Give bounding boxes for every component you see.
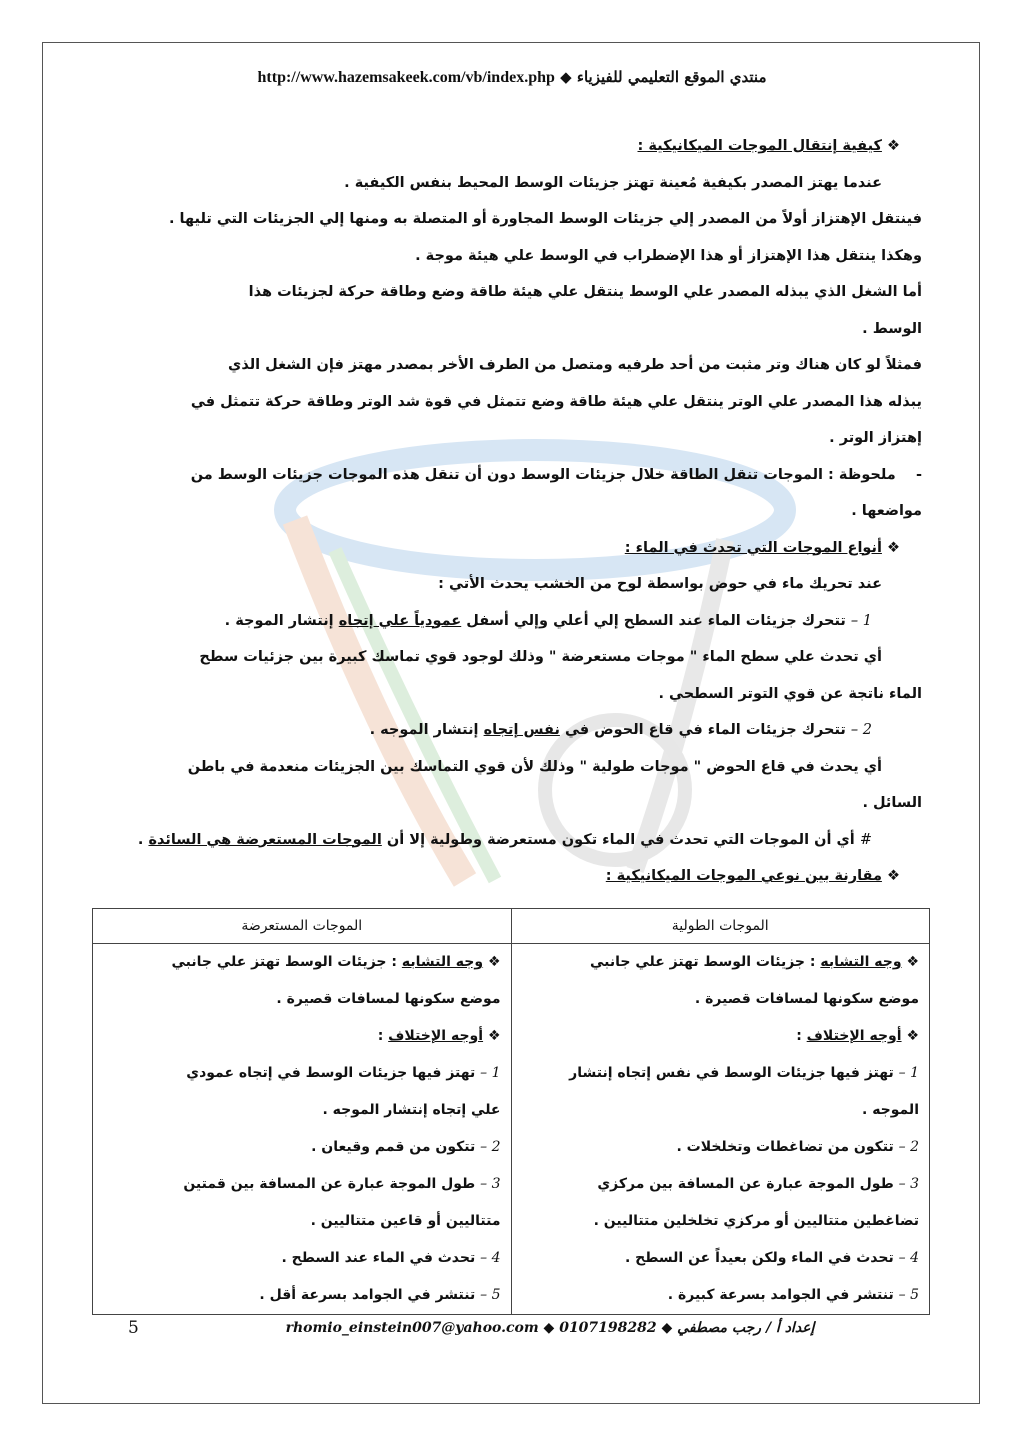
footer-credit: rhomio_einstein007@yahoo.com ◆ 0107198282 ◆ إعداد أ / رجب مصطفي	[285, 1320, 815, 1336]
bullet-icon: ❖	[487, 1028, 501, 1044]
paragraph-line: أي تحدث علي سطح الماء " موجات مستعرضة " وذلك لوجود قوي تماسك كبيرة بين جزئيات سطح	[199, 649, 882, 665]
paragraph-line: السائل .	[862, 795, 922, 811]
page-number: 5	[128, 1318, 139, 1338]
table-header-row	[93, 909, 930, 944]
paragraph-line: فمثلاً لو كان هناك وتر مثبت من أحد طرفيه ومتصل من الطرف الأخر بمصدر مهتز فإن الشغل الذي	[228, 357, 922, 373]
paragraph-line: أي يحدث في قاع الحوض " موجات طولية " وذلك لأن قوي التماسك بين الجزيئات منعدمة في باطن	[187, 758, 882, 775]
paragraph-line: أما الشغل الذي يبذله المصدر علي الوسط ينتقل علي هيئة طاقة وضع وطاقة حركة لجزيئات هذا	[248, 284, 922, 300]
paragraph-line: إهتزاز الوتر .	[829, 430, 922, 446]
bullet-icon: ❖	[906, 1028, 919, 1044]
cell-longitudinal: ❖ وجه التشابه : جزيئات الوسط تهتز علي جانبي موضع سكونها لمسافات قصيرة . ❖ أوجه الإختلاف : 1 – تهتز فيها جزيئات الوسط في نفس إتجاه إنتشار الموجه . 2 – تتكون من تضاغطات وتخلخلات . 3 – طول الموجة عبارة عن المسافة بين مركزي تضاغطين متتاليين أو مركزي تخلخلين متتاليين . 4 – تحدث في الماء ولكن بعيداً عن السطح . 5 – تنتشر في الجوامد بسرعة كبيرة .	[511, 944, 930, 1315]
bullet-icon: ❖	[887, 868, 900, 884]
list-item: 2 – تتحرك جزيئات الماء في قاع الحوض في نفس إتجاه إنتشار الموجه .	[369, 722, 872, 738]
main-content	[100, 128, 922, 895]
conclusion-line: # أي أن الموجات التي تحدث في الماء تكون مستعرضة وطولية إلا أن الموجات المستعرضة هي السائدة .	[137, 831, 872, 848]
header-url: http://www.hazemsakeek.com/vb/index.php	[257, 69, 555, 86]
paragraph-line: يبذله هذا المصدر علي الوتر ينتقل علي هيئة طاقة وضع تتمثل في قوة شد الوتر وطاقة حركة تتمثل في	[190, 393, 922, 410]
comparison-table	[92, 908, 930, 1315]
paragraph-line: عندما يهتز المصدر بكيفية مُعينة تهتز جزيئات الوسط المحيط بنفس الكيفية .	[344, 174, 882, 191]
table-row	[93, 944, 930, 1315]
section-title-wave-transmission: ❖ كيفية إنتقال الموجات الميكانيكية :	[637, 138, 900, 154]
paragraph-line: فينتقل الإهتزاز أولاً من المصدر إلي جزيئات الوسط المجاورة أو المتصلة به ومنها إلي الجزيئات التي تليها .	[168, 211, 922, 227]
bullet-icon: ❖	[887, 539, 900, 556]
footer-author: إعداد أ / رجب مصطفي	[677, 1320, 815, 1336]
note-dash: -	[915, 466, 922, 483]
note-line: مواضعها .	[851, 503, 922, 519]
column-header-transverse: الموجات المستعرضة	[93, 909, 512, 944]
bullet-icon: ❖	[906, 954, 919, 970]
header-forum-name: منتدي الموقع التعليمي للفيزياء	[576, 68, 767, 86]
page-header	[0, 68, 1024, 87]
paragraph-line: وهكذا ينتقل هذا الإهتزاز أو هذا الإضطراب في الوسط علي هيئة موجة .	[415, 247, 922, 264]
bullet-icon: ❖	[887, 138, 900, 154]
paragraph-line: عند تحريك ماء في حوض بواسطة لوح من الخشب يحدث الأتي :	[438, 576, 882, 592]
hash-mark: #	[859, 831, 872, 848]
section-title-water-waves: ❖ أنواع الموجات التي تحدث في الماء :	[624, 539, 900, 556]
note-line: - ملحوظة : الموجات تنقل الطاقة خلال جزيئات الوسط دون أن تنقل هذه الموجات جزيئات الوسط من	[190, 466, 922, 483]
paragraph-line: الوسط .	[862, 320, 922, 337]
bullet-icon: ❖	[487, 954, 501, 970]
list-item: 1 – تتحرك جزيئات الماء عند السطح إلي أعلي وإلي أسفل عمودياً علي إتجاه إنتشار الموجة .	[224, 612, 872, 629]
section-title-comparison: ❖ مقارنة بين نوعي الموجات الميكانيكية :	[605, 868, 900, 884]
paragraph-line: الماء ناتجة عن قوي التوتر السطحي .	[658, 685, 922, 702]
cell-transverse: ❖ وجه التشابه : جزيئات الوسط تهتز علي جانبي موضع سكونها لمسافات قصيرة . ❖ أوجه الإختلاف : 1 – تهتز فيها جزيئات الوسط في إتجاه عمودي علي إتجاه إنتشار الموجه . 2 – تتكون من قمم وقيعان . 3 – طول الموجة عبارة عن المسافة بين قمتين متتاليين أو قاعين متتاليين . 4 – تحدث في الماء عند السطح . 5 – تنتشر في الجوامد بسرعة أقل .	[93, 944, 512, 1315]
footer-email: rhomio_einstein007@yahoo.com	[285, 1320, 539, 1336]
header-separator: ◆	[560, 68, 572, 86]
column-header-longitudinal: الموجات الطولية	[511, 909, 930, 944]
footer-phone: 0107198282	[559, 1320, 657, 1336]
